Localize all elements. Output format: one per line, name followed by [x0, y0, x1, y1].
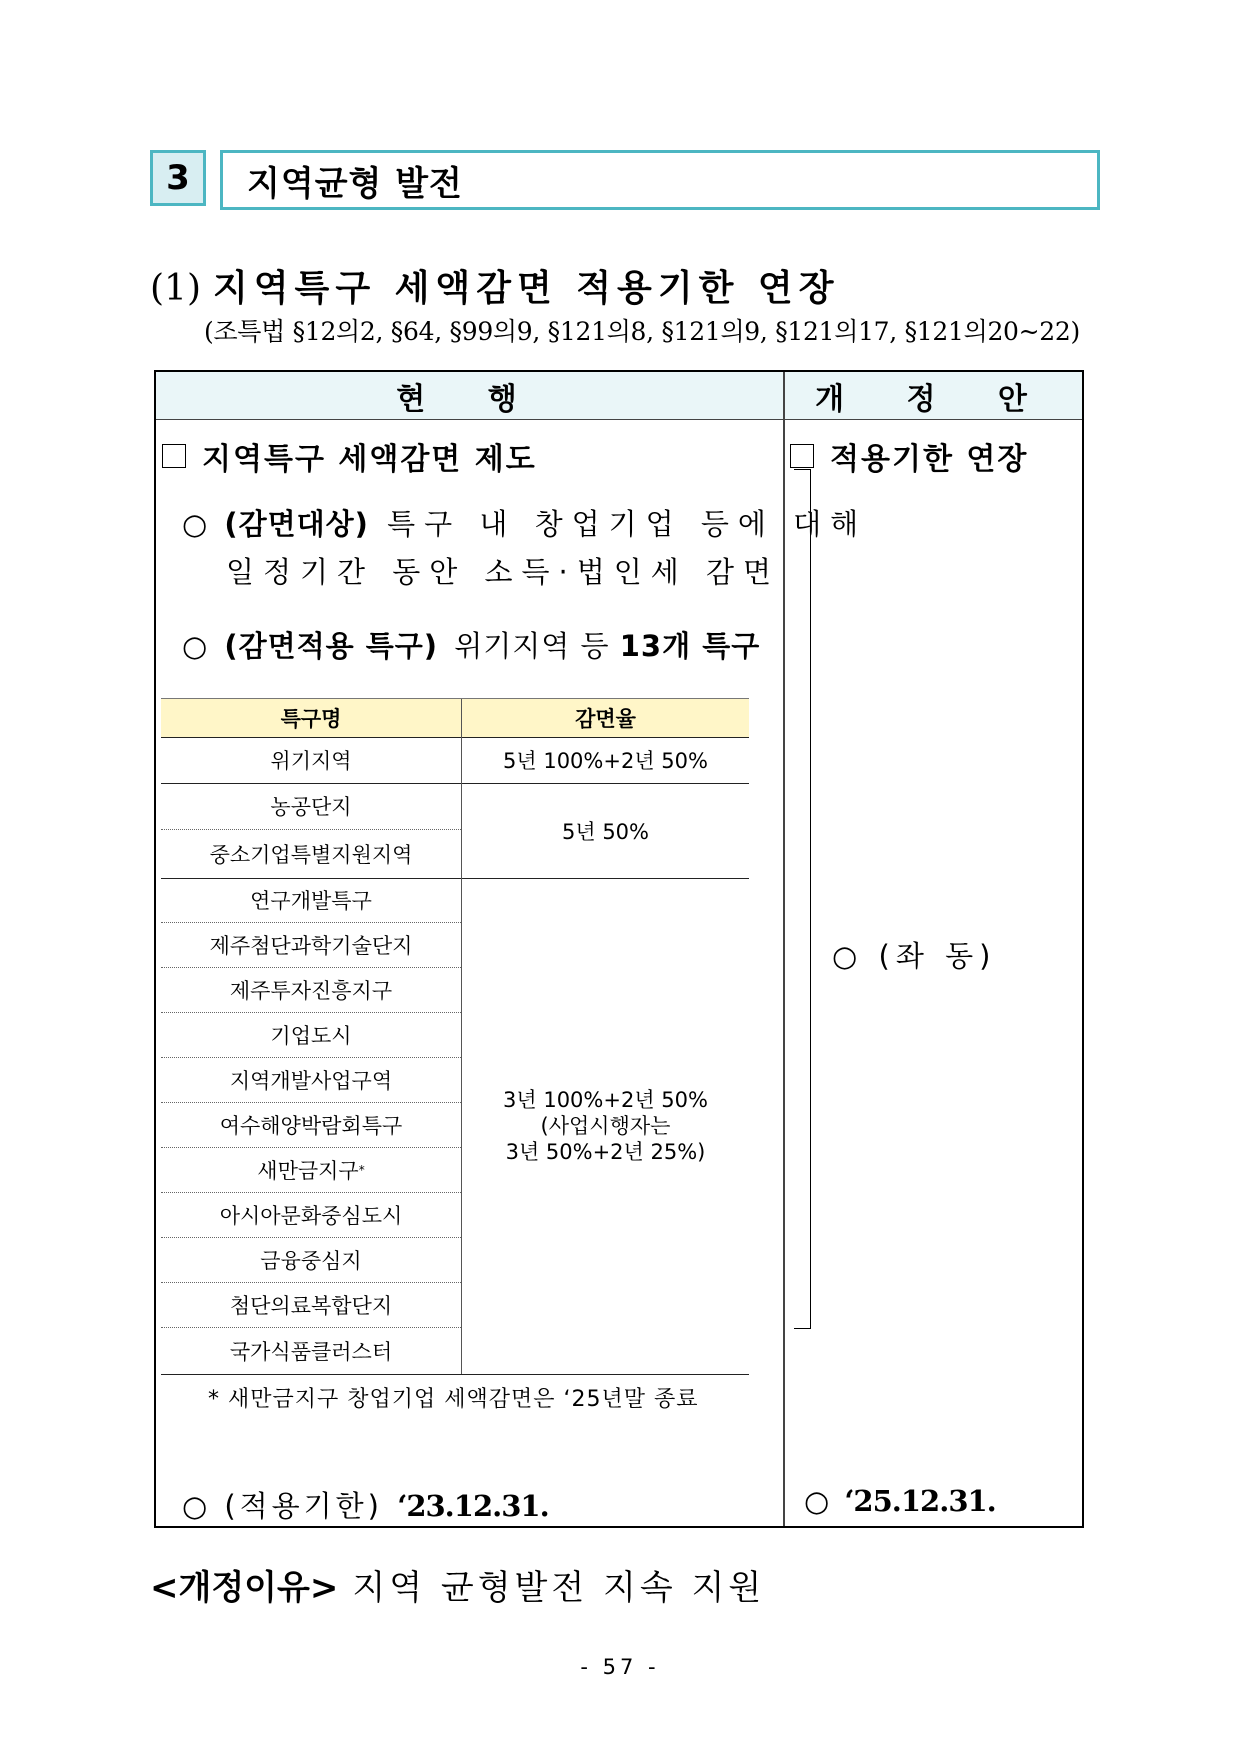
zone-name: 새만금지구 — [257, 1159, 359, 1183]
comparison-table — [154, 370, 1084, 1528]
revision-reason-text: 지역 균형발전 지속 지원 — [352, 1568, 766, 1608]
bullet-target-line2: 일정기간 동안 소득·법인세 감면 — [226, 555, 781, 589]
zone-rate-line: 3년 100%+2년 50% — [503, 1088, 708, 1112]
bullet-zones — [182, 624, 760, 665]
revised-heading — [790, 434, 1028, 478]
bullet-zones-text: 위기지역 등 — [454, 629, 610, 663]
zone-name: 제주첨단과학기술단지 — [161, 923, 461, 968]
bullet-circle-icon: ○ — [804, 1484, 831, 1518]
zone-name: 국가식품클러스터 — [229, 1340, 393, 1364]
revised-heading-text: 적용기한 연장 — [830, 442, 1029, 477]
section-title: 지역균형 발전 — [220, 150, 1100, 210]
checkbox-square-icon — [790, 444, 814, 468]
zone-rate — [461, 878, 749, 1374]
zone-name: 여수해양박람회특구 — [161, 1103, 461, 1148]
bullet-zones-label: (감면적용 특구) — [224, 629, 439, 663]
law-reference: (조특법 §12의2, §64, §99의9, §121의8, §121의9, §121의17, §121의20~22) — [204, 317, 1080, 346]
revised-deadline — [804, 1484, 996, 1518]
zone-name: 지역개발사업구역 — [161, 1058, 461, 1103]
zone-name: 중소기업특별지원지역 — [209, 843, 413, 867]
header-current: 현 행 — [396, 382, 543, 417]
zone-name: 위기지역 — [270, 748, 352, 773]
zone-rate-line: (사업시행자는 — [540, 1114, 671, 1138]
zone-name: 농공단지 — [161, 783, 461, 830]
current-heading-text: 지역특구 세액감면 제도 — [202, 442, 537, 477]
bullet-deadline-label: (적용기한) — [224, 1489, 383, 1523]
bullet-circle-icon: ○ — [182, 629, 209, 663]
checkbox-square-icon — [162, 444, 186, 468]
zone-header-name: 특구명 — [280, 707, 342, 731]
zone-table-header — [161, 698, 749, 738]
subsection-title — [150, 260, 839, 311]
subsection-number: (1) — [150, 268, 201, 309]
bracket-line — [794, 469, 811, 1329]
table-row-group — [161, 878, 749, 1375]
zone-name: 연구개발특구 — [161, 878, 461, 923]
header-revised: 개 정 안 — [815, 382, 1053, 417]
bullet-deadline — [182, 1484, 549, 1525]
page-number: - 57 - — [580, 1655, 660, 1679]
footnote: * 새만금지구 창업기업 세액감면은 ‘25년말 종료 — [208, 1387, 699, 1412]
column-divider — [783, 372, 785, 1526]
revised-deadline-value: ‘25.12.31. — [844, 1484, 996, 1518]
section-number: 3 — [150, 150, 206, 206]
zone-rate: 5년 100%+2년 50% — [461, 736, 749, 783]
same-as-left: ○ (좌 동) — [832, 939, 997, 973]
bullet-zones-count: 13개 특구 — [619, 629, 761, 663]
bullet-target-label: (감면대상) — [224, 507, 369, 541]
zone-header-rate: 감면율 — [461, 699, 749, 737]
bullet-target-text: 특구 내 창업기업 등에 대해 — [387, 507, 868, 541]
table-header-row — [156, 372, 1082, 420]
current-heading — [162, 434, 537, 478]
zone-name: 기업도시 — [161, 1013, 461, 1058]
table-row — [161, 736, 749, 784]
revision-reason — [150, 1560, 765, 1609]
bullet-deadline-value: ‘23.12.31. — [397, 1489, 549, 1523]
zone-rate: 5년 50% — [461, 783, 749, 878]
bullet-circle-icon: ○ — [182, 1489, 209, 1523]
footnote-mark: * — [358, 1163, 365, 1177]
table-row-group — [161, 783, 749, 879]
zone-name-with-note — [161, 1148, 461, 1193]
zone-name: 금융중심지 — [161, 1238, 461, 1283]
zone-name: 아시아문화중심도시 — [161, 1193, 461, 1238]
subsection-title-text: 지역특구 세액감면 적용기한 연장 — [213, 268, 840, 309]
bullet-circle-icon: ○ — [182, 507, 209, 541]
zone-name: 제주투자진흥지구 — [161, 968, 461, 1013]
zone-name: 첨단의료복합단지 — [161, 1283, 461, 1328]
zone-rate-line: 3년 50%+2년 25%) — [505, 1140, 706, 1164]
bullet-target — [182, 502, 867, 543]
revision-reason-label: <개정이유> — [150, 1568, 339, 1608]
